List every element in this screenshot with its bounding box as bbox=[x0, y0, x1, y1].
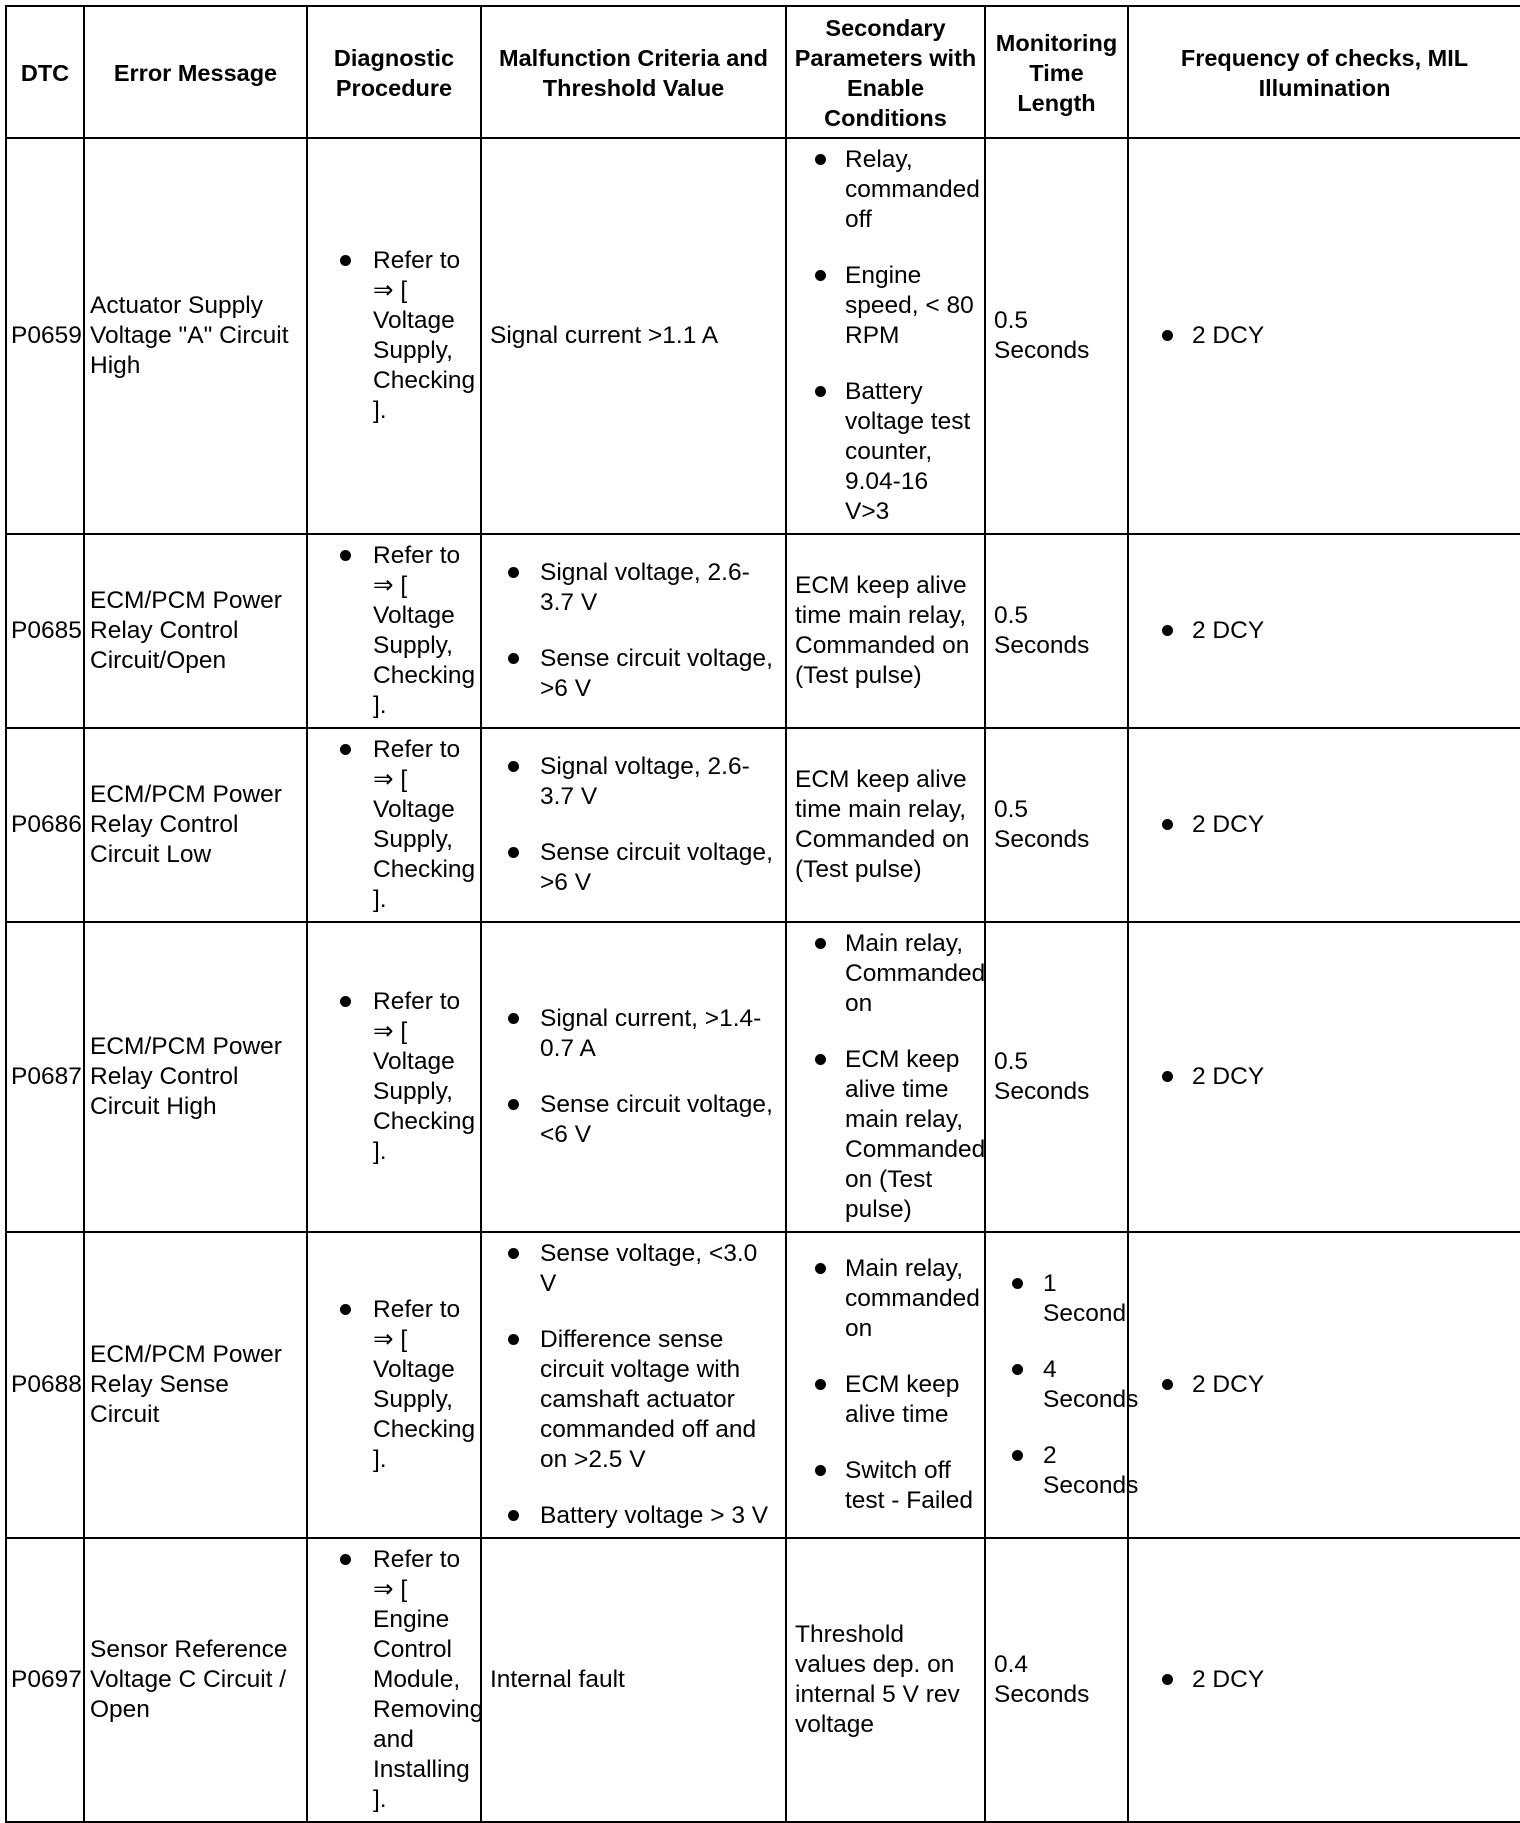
diagnostic-procedure-cell bbox=[307, 922, 481, 1232]
malfunction-item: Signal voltage, 2.6-3.7 V bbox=[490, 752, 777, 812]
bullet-list bbox=[795, 145, 980, 527]
table-row bbox=[6, 1538, 1520, 1822]
header-diagnostic-procedure: Diagnostic Procedure bbox=[307, 6, 481, 138]
bullet-list bbox=[1137, 1370, 1512, 1400]
bullet-list bbox=[490, 1004, 777, 1150]
header-secondary-parameters: Secondary Parameters with Enable Conditions bbox=[786, 6, 985, 138]
error-message-cell bbox=[84, 138, 307, 534]
error-message-cell bbox=[84, 534, 307, 728]
secondary-item: Switch off test - Failed bbox=[795, 1456, 976, 1516]
malfunction-criteria-cell bbox=[481, 1232, 786, 1538]
frequency-cell bbox=[1128, 534, 1520, 728]
bullet-list bbox=[490, 558, 777, 704]
header-frequency: Frequency of checks, MIL Illumination bbox=[1128, 6, 1520, 138]
secondary-parameters-cell bbox=[786, 728, 985, 922]
monitoring-time-cell bbox=[985, 728, 1128, 922]
table-row bbox=[6, 728, 1520, 922]
frequency-item: 2 DCY bbox=[1137, 810, 1512, 840]
monitoring-item: 0.5 Seconds bbox=[994, 307, 1090, 364]
table-row bbox=[6, 138, 1520, 534]
secondary-item: Main relay, Commanded on bbox=[795, 929, 976, 1019]
dtc-cell bbox=[6, 138, 84, 534]
error-message-text: ECM/PCM Power Relay Control Circuit/Open bbox=[90, 587, 282, 674]
bullet-list bbox=[1137, 810, 1512, 840]
dtc-code: P0685 bbox=[11, 617, 82, 644]
bullet-list bbox=[316, 246, 476, 426]
procedure-item: Refer to ⇒ [ Voltage Supply, Checking ]. bbox=[316, 541, 472, 721]
procedure-item: Refer to ⇒ [ Engine Control Module, Removing and Installing ]. bbox=[316, 1545, 472, 1815]
diagnostic-procedure-cell bbox=[307, 1232, 481, 1538]
malfunction-item: Sense voltage, <3.0 V bbox=[490, 1239, 777, 1299]
frequency-cell bbox=[1128, 138, 1520, 534]
bullet-list bbox=[994, 1269, 1139, 1501]
dtc-table bbox=[5, 5, 1520, 1823]
header-dtc: DTC bbox=[6, 6, 84, 138]
dtc-code: P0659 bbox=[11, 322, 82, 349]
bullet-list bbox=[1137, 1062, 1512, 1092]
frequency-item: 2 DCY bbox=[1137, 1062, 1512, 1092]
header-error-message: Error Message bbox=[84, 6, 307, 138]
bullet-list bbox=[490, 752, 777, 898]
monitoring-item: 2 Seconds bbox=[994, 1441, 1119, 1501]
error-message-cell bbox=[84, 1538, 307, 1822]
error-message-text: ECM/PCM Power Relay Control Circuit High bbox=[90, 1033, 282, 1120]
procedure-item: Refer to ⇒ [ Voltage Supply, Checking ]. bbox=[316, 1295, 472, 1475]
dtc-code: P0686 bbox=[11, 811, 82, 838]
error-message-text: ECM/PCM Power Relay Sense Circuit bbox=[90, 1341, 282, 1428]
procedure-item: Refer to ⇒ [ Voltage Supply, Checking ]. bbox=[316, 987, 472, 1167]
frequency-item: 2 DCY bbox=[1137, 616, 1512, 646]
procedure-item: Refer to ⇒ [ Voltage Supply, Checking ]. bbox=[316, 246, 472, 426]
monitoring-item: 0.4 Seconds bbox=[994, 1651, 1090, 1708]
malfunction-criteria-cell bbox=[481, 138, 786, 534]
malfunction-criteria-cell bbox=[481, 534, 786, 728]
secondary-item: Battery voltage test counter, 9.04-16 V>3 bbox=[795, 377, 976, 527]
dtc-code: P0697 bbox=[11, 1666, 82, 1693]
secondary-parameters-cell bbox=[786, 922, 985, 1232]
malfunction-criteria-cell bbox=[481, 1538, 786, 1822]
bullet-list bbox=[795, 1254, 980, 1516]
malfunction-item: Internal fault bbox=[490, 1666, 625, 1693]
table-row bbox=[6, 922, 1520, 1232]
bullet-list bbox=[1137, 616, 1512, 646]
error-message-cell bbox=[84, 922, 307, 1232]
table-row bbox=[6, 1232, 1520, 1538]
malfunction-item: Sense circuit voltage, >6 V bbox=[490, 644, 777, 704]
malfunction-item: Sense circuit voltage, >6 V bbox=[490, 838, 777, 898]
error-message-text: Actuator Supply Voltage "A" Circuit High bbox=[90, 292, 289, 379]
monitoring-time-cell bbox=[985, 1232, 1139, 1538]
bullet-list bbox=[316, 541, 476, 721]
frequency-item: 2 DCY bbox=[1137, 1665, 1512, 1695]
bullet-list bbox=[1137, 1665, 1512, 1695]
dtc-cell bbox=[6, 922, 84, 1232]
dtc-code: P0688 bbox=[11, 1371, 82, 1398]
secondary-parameters-cell bbox=[786, 138, 985, 534]
bullet-list bbox=[1137, 321, 1512, 351]
secondary-parameters-cell bbox=[786, 1538, 985, 1822]
bullet-list bbox=[490, 1239, 777, 1531]
error-message-text: ECM/PCM Power Relay Control Circuit Low bbox=[90, 781, 282, 868]
malfunction-item: Sense circuit voltage, <6 V bbox=[490, 1090, 777, 1150]
secondary-item: ECM keep alive time bbox=[795, 1370, 976, 1430]
dtc-code: P0687 bbox=[11, 1063, 82, 1090]
monitoring-item: 0.5 Seconds bbox=[994, 602, 1090, 659]
bullet-list bbox=[795, 929, 986, 1225]
monitoring-item: 0.5 Seconds bbox=[994, 1048, 1090, 1105]
dtc-cell bbox=[6, 1538, 84, 1822]
diagnostic-procedure-cell bbox=[307, 728, 481, 922]
secondary-item: ECM keep alive time main relay, Commanded on (Test pulse) bbox=[795, 766, 970, 883]
bullet-list bbox=[316, 1545, 484, 1815]
dtc-cell bbox=[6, 728, 84, 922]
secondary-item: ECM keep alive time main relay, Commanded on (Test pulse) bbox=[795, 1045, 976, 1225]
dtc-cell bbox=[6, 1232, 84, 1538]
procedure-item: Refer to ⇒ [ Voltage Supply, Checking ]. bbox=[316, 735, 472, 915]
bullet-list bbox=[316, 987, 476, 1167]
malfunction-item: Signal current, >1.4-0.7 A bbox=[490, 1004, 777, 1064]
monitoring-time-cell bbox=[985, 534, 1128, 728]
frequency-cell bbox=[1128, 922, 1520, 1232]
header-monitoring-time: Monitoring Time Length bbox=[985, 6, 1128, 138]
secondary-parameters-cell bbox=[786, 1232, 985, 1538]
monitoring-item: 1 Second bbox=[994, 1269, 1119, 1329]
secondary-item: Relay, commanded off bbox=[795, 145, 976, 235]
secondary-item: Main relay, commanded on bbox=[795, 1254, 976, 1344]
secondary-item: Engine speed, < 80 RPM bbox=[795, 261, 976, 351]
bullet-list bbox=[316, 735, 476, 915]
diagnostic-procedure-cell bbox=[307, 138, 481, 534]
frequency-item: 2 DCY bbox=[1137, 1370, 1512, 1400]
malfunction-item: Difference sense circuit voltage with camshaft actuator commanded off and on >2.5 V bbox=[490, 1325, 777, 1475]
frequency-item: 2 DCY bbox=[1137, 321, 1512, 351]
frequency-cell bbox=[1128, 1538, 1520, 1822]
monitoring-item: 0.5 Seconds bbox=[994, 796, 1090, 853]
monitoring-time-cell bbox=[985, 1538, 1128, 1822]
malfunction-item: Battery voltage > 3 V bbox=[490, 1501, 777, 1531]
secondary-parameters-cell bbox=[786, 534, 985, 728]
secondary-item: ECM keep alive time main relay, Commanded on (Test pulse) bbox=[795, 572, 970, 689]
header-malfunction-criteria: Malfunction Criteria and Threshold Value bbox=[481, 6, 786, 138]
frequency-cell bbox=[1128, 1232, 1520, 1538]
dtc-cell bbox=[6, 534, 84, 728]
malfunction-criteria-cell bbox=[481, 728, 786, 922]
error-message-text: Sensor Reference Voltage C Circuit / Open bbox=[90, 1636, 288, 1723]
diagnostic-procedure-cell bbox=[307, 1538, 484, 1822]
malfunction-item: Signal current >1.1 A bbox=[490, 322, 719, 349]
malfunction-item: Signal voltage, 2.6-3.7 V bbox=[490, 558, 777, 618]
table-row bbox=[6, 534, 1520, 728]
table-body bbox=[6, 138, 1520, 1822]
monitoring-time-cell bbox=[985, 138, 1128, 534]
header-row bbox=[6, 6, 1520, 138]
frequency-cell bbox=[1128, 728, 1520, 922]
error-message-cell bbox=[84, 1232, 307, 1538]
monitoring-time-cell bbox=[985, 922, 1128, 1232]
malfunction-criteria-cell bbox=[481, 922, 786, 1232]
error-message-cell bbox=[84, 728, 307, 922]
bullet-list bbox=[316, 1295, 476, 1475]
monitoring-item: 4 Seconds bbox=[994, 1355, 1119, 1415]
secondary-item: Threshold values dep. on internal 5 V rev voltage bbox=[795, 1621, 960, 1738]
diagnostic-procedure-cell bbox=[307, 534, 481, 728]
